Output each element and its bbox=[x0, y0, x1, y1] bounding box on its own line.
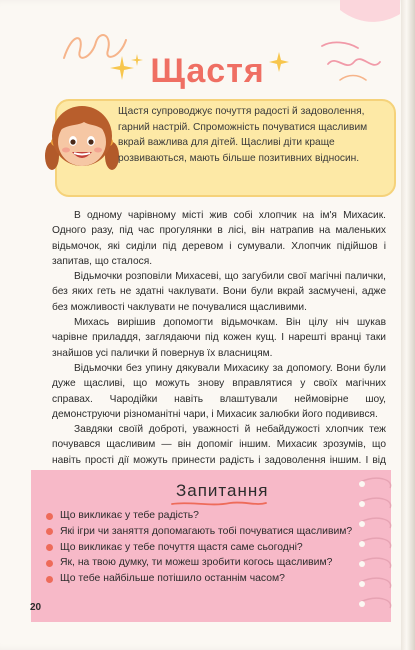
question-item bbox=[46, 540, 381, 556]
story-paragraph: Відьмочки без упину дякували Михасику за допомогу. Вони були дуже щасливі, що можуть знову вправлятися у своїх магічних справах. Чародійки навіть влаштували неймовірне шоу, демонструючи різноманітні чари, і Михасик залюбки його подивився. bbox=[52, 362, 386, 420]
question-text: Що викликає у тебе почуття щастя саме сьогодні? bbox=[60, 541, 303, 553]
bullet-icon bbox=[46, 544, 53, 551]
page-spine-shadow bbox=[401, 0, 415, 650]
bullet-icon bbox=[46, 576, 53, 583]
story-paragraph: Михась вирішив допомогти відьмочкам. Він цілу ніч шукав чарівне приладдя, заглядаючи під кожен кущ. І нарешті вранці таки знайшов усі палички й повернув їх власницям. bbox=[52, 317, 386, 359]
girl-face-icon bbox=[44, 98, 120, 184]
pink-blob-decoration bbox=[340, 0, 400, 30]
question-text: Що викликає у тебе радість? bbox=[60, 510, 199, 521]
questions-list bbox=[46, 508, 381, 587]
question-item bbox=[46, 524, 381, 540]
question-text: Як, на твою думку, ти можеш зробити когось щасливим? bbox=[60, 557, 333, 569]
page-title: Щастя bbox=[150, 52, 265, 90]
bullet-icon bbox=[46, 560, 53, 567]
story-paragraph: Відьмочки розповіли Михасеві, що загубили свої магічні палички, без яких геть не здатні чаклувати. Вони були вкрай засмучені, адже без можливості чаклувати не почувалися щасливими. bbox=[52, 271, 386, 313]
intro-text: Щастя супроводжує почуття радості й задоволення, гарний настрій. Спроможність почуватися щасливим вкрай важлива для дітей. Щасливі діти краще розвиваються, мають більше позитивних відносин. bbox=[118, 106, 368, 164]
question-text: Які ігри чи заняття допомагають тобі почуватися щасливим? bbox=[60, 525, 353, 537]
story-text bbox=[52, 208, 386, 483]
story-paragraph: Завдяки своїй доброті, уважності й небайдужості хлопчик теж почувався щасливим — він допоміг іншим. Михасик зрозумів, що навіть прості дії можуть принести радість і задоволення іншим. І від bbox=[52, 424, 386, 466]
questions-title: Запитання bbox=[176, 481, 269, 500]
title-underline-decoration bbox=[170, 500, 268, 508]
bullet-icon bbox=[46, 528, 53, 535]
question-item bbox=[46, 508, 381, 524]
question-item bbox=[46, 555, 381, 571]
question-text: Що тебе найбільше потішило останнім часом? bbox=[60, 573, 285, 585]
question-item bbox=[46, 571, 381, 587]
page-number: 20 bbox=[30, 602, 42, 613]
story-paragraph: В одному чарівному місті жив собі хлопчик на ім'я Михасик. Одного разу, під час прогулянки в лісі, він натрапив на маленьких відьмочок, які сиділи під деревом і сумували. Хлопчик підійшов і запитав, що сталося. bbox=[52, 210, 386, 267]
bullet-icon bbox=[46, 513, 53, 520]
